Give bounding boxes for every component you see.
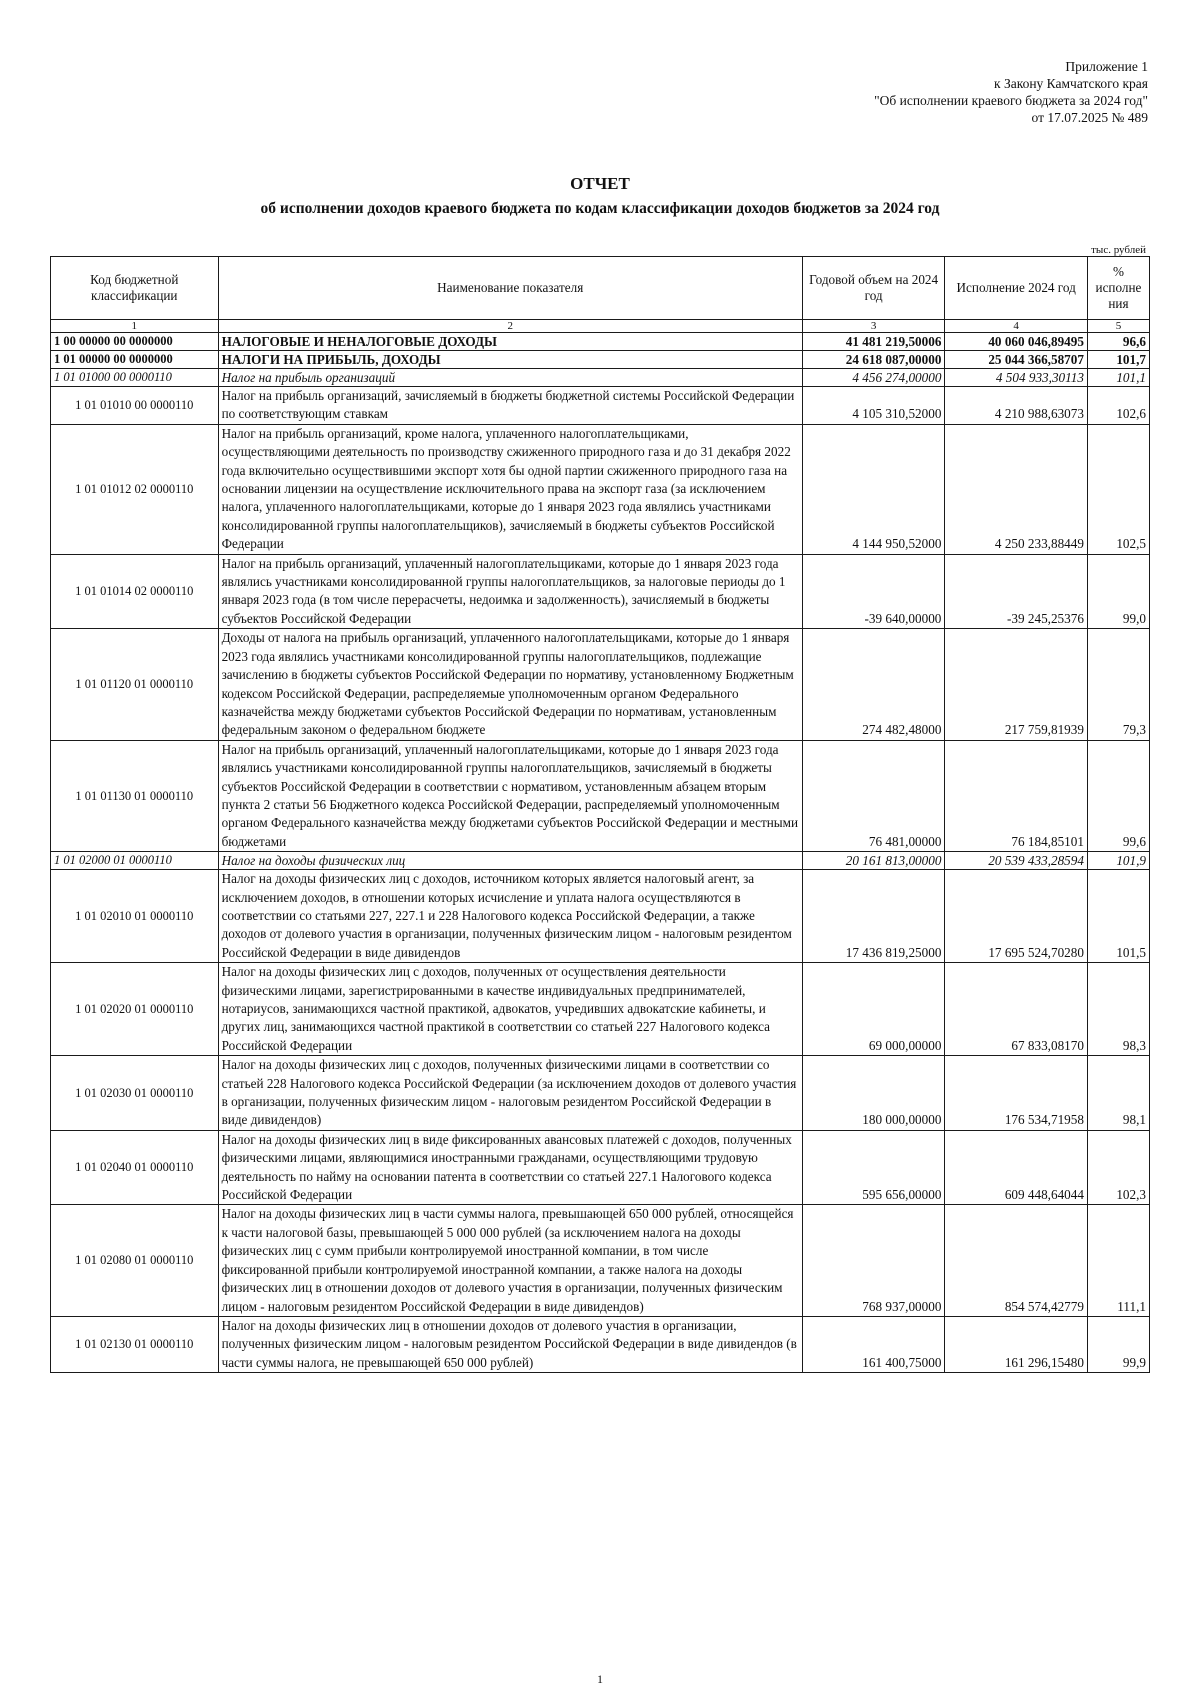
column-number: 4 [945,320,1088,333]
header-pct: % исполне ния [1087,257,1149,320]
row-plan: 4 105 310,52000 [802,387,945,425]
row-plan: 4 144 950,52000 [802,424,945,554]
row-code: 1 01 00000 00 0000000 [51,351,219,369]
page-number: 1 [597,1672,603,1686]
appendix-line: к Закону Камчатского края [994,76,1148,91]
row-code: 1 01 02040 01 0000110 [51,1130,219,1205]
row-code: 1 01 01130 01 0000110 [51,740,219,851]
appendix-header [874,58,1148,126]
row-pct: 101,5 [1087,870,1149,963]
row-name: Налог на прибыль организаций, кроме налога, уплаченного налогоплательщиками, осуществляющими деятельность по производству сжиженного природного газа и до 31 декабря 2022 года включительно осуществившими экспорт хотя бы одной партии сжиженного природного газа на основании лицензии на осуществление исключительного права на экспорт газа (за исключением налога, уплаченного налогоплательщиками, которые до 1 января 2023 года являлись участниками консолидированной группы налогоплательщиков), зачисляемый в бюджеты субъектов Российской Федерации [218,424,802,554]
row-name: Налог на прибыль организаций, зачисляемый в бюджеты бюджетной системы Российской Федерации по соответствующим ставкам [218,387,802,425]
table-row [51,351,1150,369]
row-plan: 20 161 813,00000 [802,852,945,870]
report-title: ОТЧЕТ [570,174,630,193]
table-row [51,740,1150,851]
row-code: 1 01 01014 02 0000110 [51,554,219,629]
row-name: Налог на доходы физических лиц в части суммы налога, превышающей 650 000 рублей, относящейся к части налоговой базы, превышающей 5 000 000 рублей (за исключением налога на доходы физических лиц с сумм прибыли контролируемой иностранной компании, в том числе фиксированной прибыли контролируемой иностранной компании, а также налога на доходы физических лиц в отношении доходов от долевого участия в организации, полученных физическим лицом - налоговым резидентом Российской Федерации в виде дивидендов) [218,1205,802,1316]
header-plan: Годовой объем на 2024 год [802,257,945,320]
header-code: Код бюджетной классификации [51,257,219,320]
row-pct: 102,6 [1087,387,1149,425]
row-name: Налог на доходы физических лиц с доходов, полученных физическими лицами в соответствии со статьей 228 Налогового кодекса Российской Федерации (за исключением доходов от долевого участия в организации, полученных физическим лицом - налоговым резидентом Российской Федерации в виде дивидендов) [218,1056,802,1131]
row-actual: 40 060 046,89495 [945,333,1088,351]
table-row [51,852,1150,870]
column-number: 2 [218,320,802,333]
row-name: Налог на доходы физических лиц в отношении доходов от долевого участия в организации, полученных физическим лицом - налоговым резидентом Российской Федерации в виде дивидендов (в части суммы налога, не превышающей 650 000 рублей) [218,1316,802,1372]
table-row [51,554,1150,629]
row-actual: 76 184,85101 [945,740,1088,851]
table-row [51,1205,1150,1316]
row-plan: 41 481 219,50006 [802,333,945,351]
row-name: НАЛОГОВЫЕ И НЕНАЛОГОВЫЕ ДОХОДЫ [218,333,802,351]
row-name: Налог на прибыль организаций, уплаченный налогоплательщиками, которые до 1 января 2023 года являлись участниками консолидированной группы налогоплательщиков, за налоговые периоды до 1 января 2023 года (в том числе перерасчеты, недоимка и задолженность), зачисляемый в бюджеты субъектов Российской Федерации [218,554,802,629]
row-code: 1 01 02020 01 0000110 [51,963,219,1056]
row-pct: 111,1 [1087,1205,1149,1316]
row-actual: -39 245,25376 [945,554,1088,629]
row-code: 1 01 02130 01 0000110 [51,1316,219,1372]
table-row [51,333,1150,351]
row-pct: 101,9 [1087,852,1149,870]
row-code: 1 01 01120 01 0000110 [51,629,219,740]
row-actual: 17 695 524,70280 [945,870,1088,963]
row-pct: 99,9 [1087,1316,1149,1372]
row-name: Налог на доходы физических лиц в виде фиксированных авансовых платежей с доходов, полученных физическими лицами, являющимися иностранными гражданами, осуществляющими трудовую деятельность по найму на основании патента в соответствии со статьей 227.1 Налогового кодекса Российской Федерации [218,1130,802,1205]
row-code: 1 01 02010 01 0000110 [51,870,219,963]
row-actual: 176 534,71958 [945,1056,1088,1131]
row-actual: 20 539 433,28594 [945,852,1088,870]
row-name: Налог на доходы физических лиц [218,852,802,870]
row-name: Налог на прибыль организаций, уплаченный налогоплательщиками, которые до 1 января 2023 года являлись участниками консолидированной группы налогоплательщиков, зачисляемый в бюджеты субъектов Российской Федерации в соответствии с нормативом, установленным абзацем вторым пункта 2 статьи 56 Бюджетного кодекса Российской Федерации, распределяемый уполномоченным органом Федерального казначейства между бюджетами субъектов Российской Федерации и местными бюджетами [218,740,802,851]
row-actual: 4 504 933,30113 [945,369,1088,387]
table-row [51,387,1150,425]
revenue-table [50,256,1150,1373]
row-pct: 98,3 [1087,963,1149,1056]
row-name: Налог на прибыль организаций [218,369,802,387]
row-plan: 161 400,75000 [802,1316,945,1372]
row-plan: 274 482,48000 [802,629,945,740]
units-label: тыс. рублей [1091,244,1146,256]
row-code: 1 01 01000 00 0000110 [51,369,219,387]
column-numbers-row [51,320,1150,333]
row-pct: 99,0 [1087,554,1149,629]
row-actual: 4 210 988,63073 [945,387,1088,425]
row-pct: 102,3 [1087,1130,1149,1205]
row-plan: 69 000,00000 [802,963,945,1056]
row-plan: 595 656,00000 [802,1130,945,1205]
row-pct: 101,1 [1087,369,1149,387]
row-actual: 854 574,42779 [945,1205,1088,1316]
row-actual: 217 759,81939 [945,629,1088,740]
row-actual: 4 250 233,88449 [945,424,1088,554]
row-pct: 99,6 [1087,740,1149,851]
row-code: 1 00 00000 00 0000000 [51,333,219,351]
row-code: 1 01 02000 01 0000110 [51,852,219,870]
row-pct: 101,7 [1087,351,1149,369]
report-subtitle: об исполнении доходов краевого бюджета по кодам классификации доходов бюджетов за 2024 год [260,200,940,217]
header-actual: Исполнение 2024 год [945,257,1088,320]
row-code: 1 01 01012 02 0000110 [51,424,219,554]
row-pct: 102,5 [1087,424,1149,554]
row-actual: 161 296,15480 [945,1316,1088,1372]
header-name: Наименование показателя [218,257,802,320]
row-plan: 4 456 274,00000 [802,369,945,387]
column-number: 5 [1087,320,1149,333]
row-pct: 98,1 [1087,1056,1149,1131]
table-row [51,870,1150,963]
table-row [51,369,1150,387]
row-plan: 17 436 819,25000 [802,870,945,963]
row-plan: 180 000,00000 [802,1056,945,1131]
table-row [51,1130,1150,1205]
row-code: 1 01 02080 01 0000110 [51,1205,219,1316]
row-actual: 25 044 366,58707 [945,351,1088,369]
row-code: 1 01 01010 00 0000110 [51,387,219,425]
row-pct: 96,6 [1087,333,1149,351]
table-row [51,1316,1150,1372]
row-plan: 768 937,00000 [802,1205,945,1316]
row-plan: 24 618 087,00000 [802,351,945,369]
appendix-line: от 17.07.2025 № 489 [1031,110,1148,125]
row-name: Доходы от налога на прибыль организаций, уплаченного налогоплательщиками, которые до 1 января 2023 года являлись участниками консолидированной группы налогоплательщиков, подлежащие зачислению в бюджеты субъектов Российской Федерации по нормативу, установленному Бюджетным кодексом Российской Федерации, распределяемые уполномоченным органом Федерального казначейства между бюджетами субъектов Российской Федерации по нормативам, установленным федеральным законом о федеральном бюджете [218,629,802,740]
row-pct: 79,3 [1087,629,1149,740]
row-code: 1 01 02030 01 0000110 [51,1056,219,1131]
table-row [51,424,1150,554]
table-row [51,629,1150,740]
row-name: НАЛОГИ НА ПРИБЫЛЬ, ДОХОДЫ [218,351,802,369]
column-number: 3 [802,320,945,333]
table-row [51,1056,1150,1131]
row-plan: -39 640,00000 [802,554,945,629]
row-actual: 67 833,08170 [945,963,1088,1056]
row-actual: 609 448,64044 [945,1130,1088,1205]
appendix-line: Приложение 1 [1065,59,1148,74]
column-number: 1 [51,320,219,333]
row-name: Налог на доходы физических лиц с доходов, источником которых является налоговый агент, за исключением доходов, в отношении которых исчисление и уплата налога осуществляются в соответствии со статьями 227, 227.1 и 228 Налогового кодекса Российской Федерации, а также доходов от долевого участия в организации, полученных физическим лицом - налоговым резидентом Российской Федерации в виде дивидендов [218,870,802,963]
appendix-line: "Об исполнении краевого бюджета за 2024 год" [874,93,1148,108]
table-row [51,963,1150,1056]
row-plan: 76 481,00000 [802,740,945,851]
row-name: Налог на доходы физических лиц с доходов, полученных от осуществления деятельности физическими лицами, зарегистрированными в качестве индивидуальных предпринимателей, нотариусов, занимающихся частной практикой, адвокатов, учредивших адвокатские кабинеты, и других лиц, занимающихся частной практикой в соответствии со статьей 227 Налогового кодекса Российской Федерации [218,963,802,1056]
